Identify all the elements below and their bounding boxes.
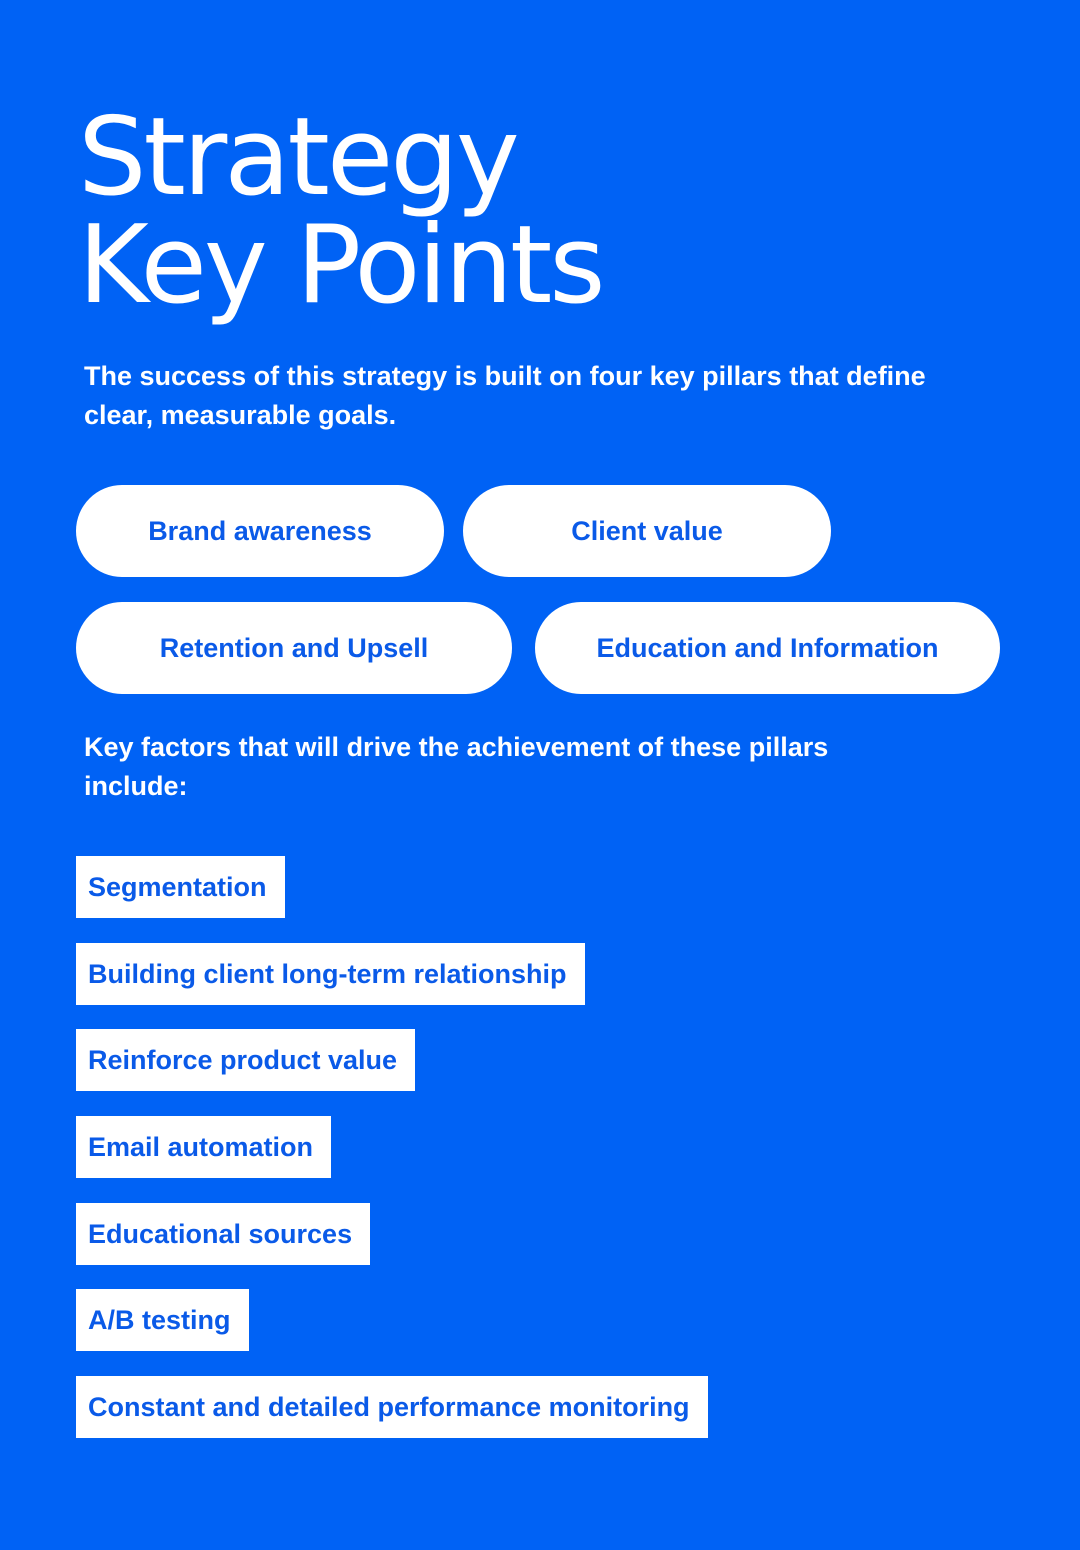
factor-email-automation: Email automation <box>76 1116 331 1178</box>
factor-ab-testing: A/B testing <box>76 1289 249 1351</box>
pillar-retention-and-upsell: Retention and Upsell <box>76 602 512 694</box>
page-title <box>78 95 603 328</box>
pillar-education-and-information: Education and Information <box>535 602 1000 694</box>
key-factors-list <box>76 856 708 1463</box>
factor-performance-monitoring: Constant and detailed performance monitoring <box>76 1376 708 1438</box>
factor-educational-sources: Educational sources <box>76 1203 370 1265</box>
page-title-line-1: Strategy <box>78 95 517 220</box>
factors-intro-paragraph: Key factors that will drive the achievement of these pillars include: <box>84 732 829 801</box>
pillar-brand-awareness: Brand awareness <box>76 485 444 577</box>
intro-paragraph: The success of this strategy is built on four key pillars that define clear, measurable goals. <box>84 361 926 430</box>
page-title-line-2: Key Points <box>78 203 603 328</box>
factor-product-value: Reinforce product value <box>76 1029 415 1091</box>
pillar-client-value: Client value <box>463 485 831 577</box>
factor-segmentation: Segmentation <box>76 856 285 918</box>
factor-client-relationship: Building client long-term relationship <box>76 943 585 1005</box>
